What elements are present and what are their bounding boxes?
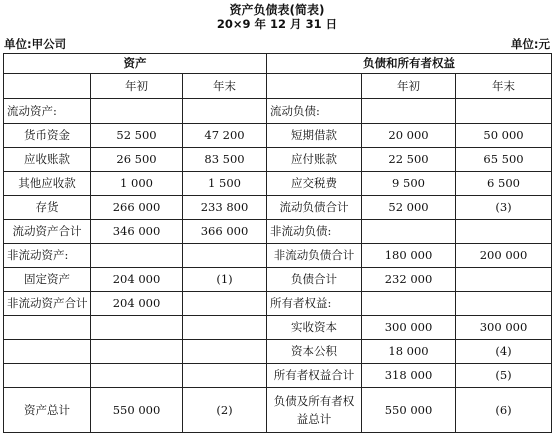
asset-begin-value: 204 000 xyxy=(91,292,183,316)
liab-label: 应交税费 xyxy=(267,172,362,196)
asset-begin-value: 204 000 xyxy=(91,268,183,292)
asset-label xyxy=(4,364,91,388)
asset-begin-value: 550 000 xyxy=(91,388,183,433)
asset-end-value xyxy=(183,244,267,268)
asset-begin-value: 26 500 xyxy=(91,148,183,172)
asset-begin-value xyxy=(91,316,183,340)
assets-end-header: 年末 xyxy=(183,74,267,99)
liab-label: 非流动负债合计 xyxy=(267,244,362,268)
asset-label: 流动资产: xyxy=(4,99,91,124)
asset-end-value: 233 800 xyxy=(183,196,267,220)
liab-begin-value: 232 000 xyxy=(362,268,456,292)
asset-label: 非流动资产: xyxy=(4,244,91,268)
liab-begin-header: 年初 xyxy=(362,74,456,99)
liab-end-value: 65 500 xyxy=(456,148,552,172)
liab-end-value xyxy=(456,292,552,316)
table-row xyxy=(4,292,552,316)
table-row xyxy=(4,124,552,148)
liab-label: 负债及所有者权益总计 xyxy=(267,388,362,433)
liab-label: 流动负债合计 xyxy=(267,196,362,220)
asset-label xyxy=(4,340,91,364)
liab-end-value: (5) xyxy=(456,364,552,388)
liab-begin-value: 550 000 xyxy=(362,388,456,433)
liab-begin-value: 318 000 xyxy=(362,364,456,388)
table-row xyxy=(4,148,552,172)
liab-end-value xyxy=(456,220,552,244)
liab-begin-value: 18 000 xyxy=(362,340,456,364)
table-row xyxy=(4,220,552,244)
asset-end-value: (2) xyxy=(183,388,267,433)
liab-begin-value: 300 000 xyxy=(362,316,456,340)
liab-label: 所有者权益: xyxy=(267,292,362,316)
liab-end-value: 300 000 xyxy=(456,316,552,340)
liab-begin-value: 52 000 xyxy=(362,196,456,220)
assets-section-header: 资产 xyxy=(4,54,267,74)
currency-unit: 单位:元 xyxy=(510,37,550,51)
section-header-row xyxy=(4,54,552,74)
table-row xyxy=(4,364,552,388)
asset-label: 存货 xyxy=(4,196,91,220)
table-row xyxy=(4,388,552,433)
liab-begin-value: 180 000 xyxy=(362,244,456,268)
asset-begin-value xyxy=(91,244,183,268)
liab-label: 资本公积 xyxy=(267,340,362,364)
liab-end-header: 年末 xyxy=(456,74,552,99)
asset-end-value xyxy=(183,340,267,364)
asset-label: 固定资产 xyxy=(4,268,91,292)
asset-begin-value: 266 000 xyxy=(91,196,183,220)
liab-end-value: 50 000 xyxy=(456,124,552,148)
liab-label: 实收资本 xyxy=(267,316,362,340)
table-row xyxy=(4,244,552,268)
table-row xyxy=(4,196,552,220)
liab-end-value: (6) xyxy=(456,388,552,433)
asset-label: 货币资金 xyxy=(4,124,91,148)
liab-begin-value: 9 500 xyxy=(362,172,456,196)
asset-label: 资产总计 xyxy=(4,388,91,433)
liab-end-value: (4) xyxy=(456,340,552,364)
liab-end-value xyxy=(456,268,552,292)
asset-end-value: 366 000 xyxy=(183,220,267,244)
liab-end-value: (3) xyxy=(456,196,552,220)
liab-end-value: 200 000 xyxy=(456,244,552,268)
liab-begin-value: 22 500 xyxy=(362,148,456,172)
table-row xyxy=(4,340,552,364)
statement-date: 20×9 年 12 月 31 日 xyxy=(216,17,338,31)
liab-label: 短期借款 xyxy=(267,124,362,148)
asset-begin-value xyxy=(91,99,183,124)
asset-label: 非流动资产合计 xyxy=(4,292,91,316)
asset-label: 其他应收款 xyxy=(4,172,91,196)
liab-begin-value xyxy=(362,220,456,244)
liab-label: 负债合计 xyxy=(267,268,362,292)
asset-label xyxy=(4,316,91,340)
liab-label: 应付账款 xyxy=(267,148,362,172)
asset-begin-value xyxy=(91,364,183,388)
company-unit: 单位:甲公司 xyxy=(4,37,67,51)
liab-label: 所有者权益合计 xyxy=(267,364,362,388)
liab-begin-value xyxy=(362,99,456,124)
table-row xyxy=(4,99,552,124)
liabilities-section-header: 负债和所有者权益 xyxy=(267,54,552,74)
asset-end-value xyxy=(183,99,267,124)
asset-end-value: 83 500 xyxy=(183,148,267,172)
balance-sheet-table xyxy=(3,53,552,433)
assets-begin-header: 年初 xyxy=(91,74,183,99)
asset-end-value xyxy=(183,364,267,388)
asset-end-value: 47 200 xyxy=(183,124,267,148)
asset-begin-value: 52 500 xyxy=(91,124,183,148)
asset-end-value xyxy=(183,292,267,316)
liab-begin-value: 20 000 xyxy=(362,124,456,148)
liab-label: 非流动负债: xyxy=(267,220,362,244)
table-row xyxy=(4,172,552,196)
asset-label: 流动资产合计 xyxy=(4,220,91,244)
table-row xyxy=(4,268,552,292)
column-header-row xyxy=(4,74,552,99)
asset-end-value xyxy=(183,316,267,340)
liab-end-value xyxy=(456,99,552,124)
asset-label: 应收账款 xyxy=(4,148,91,172)
liab-label-header xyxy=(267,74,362,99)
liab-begin-value xyxy=(362,292,456,316)
asset-begin-value: 346 000 xyxy=(91,220,183,244)
asset-end-value: 1 500 xyxy=(183,172,267,196)
page-title: 资产负债表(简表) xyxy=(229,3,325,17)
asset-end-value: (1) xyxy=(183,268,267,292)
asset-begin-value xyxy=(91,340,183,364)
asset-begin-value: 1 000 xyxy=(91,172,183,196)
liab-label: 流动负债: xyxy=(267,99,362,124)
liab-end-value: 6 500 xyxy=(456,172,552,196)
assets-label-header xyxy=(4,74,91,99)
table-row xyxy=(4,316,552,340)
